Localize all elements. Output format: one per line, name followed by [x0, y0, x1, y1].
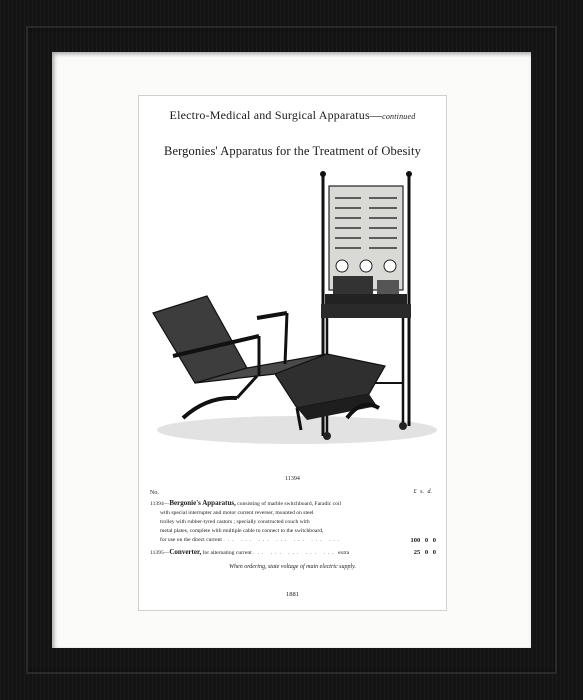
- item-number: 11395: [150, 550, 164, 556]
- item-description: with special interrupter and motor current reverser, mounted on steel: [160, 510, 314, 516]
- item-price: 100 0 0: [410, 537, 436, 544]
- item-number: 11394: [150, 501, 164, 507]
- item-description: consisting of marble switchboard, Faradic coil: [237, 501, 342, 507]
- item-leader: ... ... ... ... ... ... ...: [223, 537, 343, 543]
- column-header-currency: £ s. d.: [413, 489, 432, 495]
- catalogue-item: 11394—Bergonie's Apparatus, consisting of marble switchboard, Faradic coil with special interrupter and motor current reverser, mounted on steel trolley with rubber-tyred castors ; specially constructed couch with metal plates, complete with multiple cable to connect to the switchboard, for use on the direct current ... ... ... ... ... ... ... 100 0 0: [150, 499, 436, 544]
- catalogue-item: 11395—Converter, for alternating current ... ... ... ... ... extra 25 0 0: [150, 548, 436, 556]
- item-description: trolley with rubber-tyred castors ; specially constructed couch with: [160, 519, 310, 525]
- figure-number: 11394: [285, 476, 300, 482]
- item-extra: extra: [338, 550, 350, 556]
- apparatus-illustration: [147, 168, 437, 458]
- item-name: Bergonie's Apparatus,: [169, 499, 236, 507]
- item-description: for alternating current: [202, 550, 252, 556]
- item-name: Converter,: [169, 548, 202, 556]
- catalogue-page: [138, 95, 447, 611]
- item-description: metal plates, complete with multiple cable to connect to the switchboard,: [160, 528, 324, 534]
- ordering-note: When ordering, state voltage of main electric supply.: [229, 564, 356, 570]
- running-head-text: Electro-Medical and Surgical Apparatus: [169, 108, 370, 122]
- item-leader: ... ... ... ... ...: [253, 550, 337, 556]
- item-price: 25 0 0: [413, 549, 436, 556]
- running-head-continued: continued: [382, 112, 416, 121]
- column-header-no: No.: [150, 490, 159, 496]
- page-title: Bergonies' Apparatus for the Treatment of Obesity: [164, 144, 421, 158]
- floor-shadow: [157, 416, 437, 444]
- item-description: for use on the direct current: [160, 537, 222, 543]
- running-head: Electro-Medical and Surgical Apparatus—continued: [169, 108, 416, 122]
- page-folio: 1881: [286, 591, 299, 598]
